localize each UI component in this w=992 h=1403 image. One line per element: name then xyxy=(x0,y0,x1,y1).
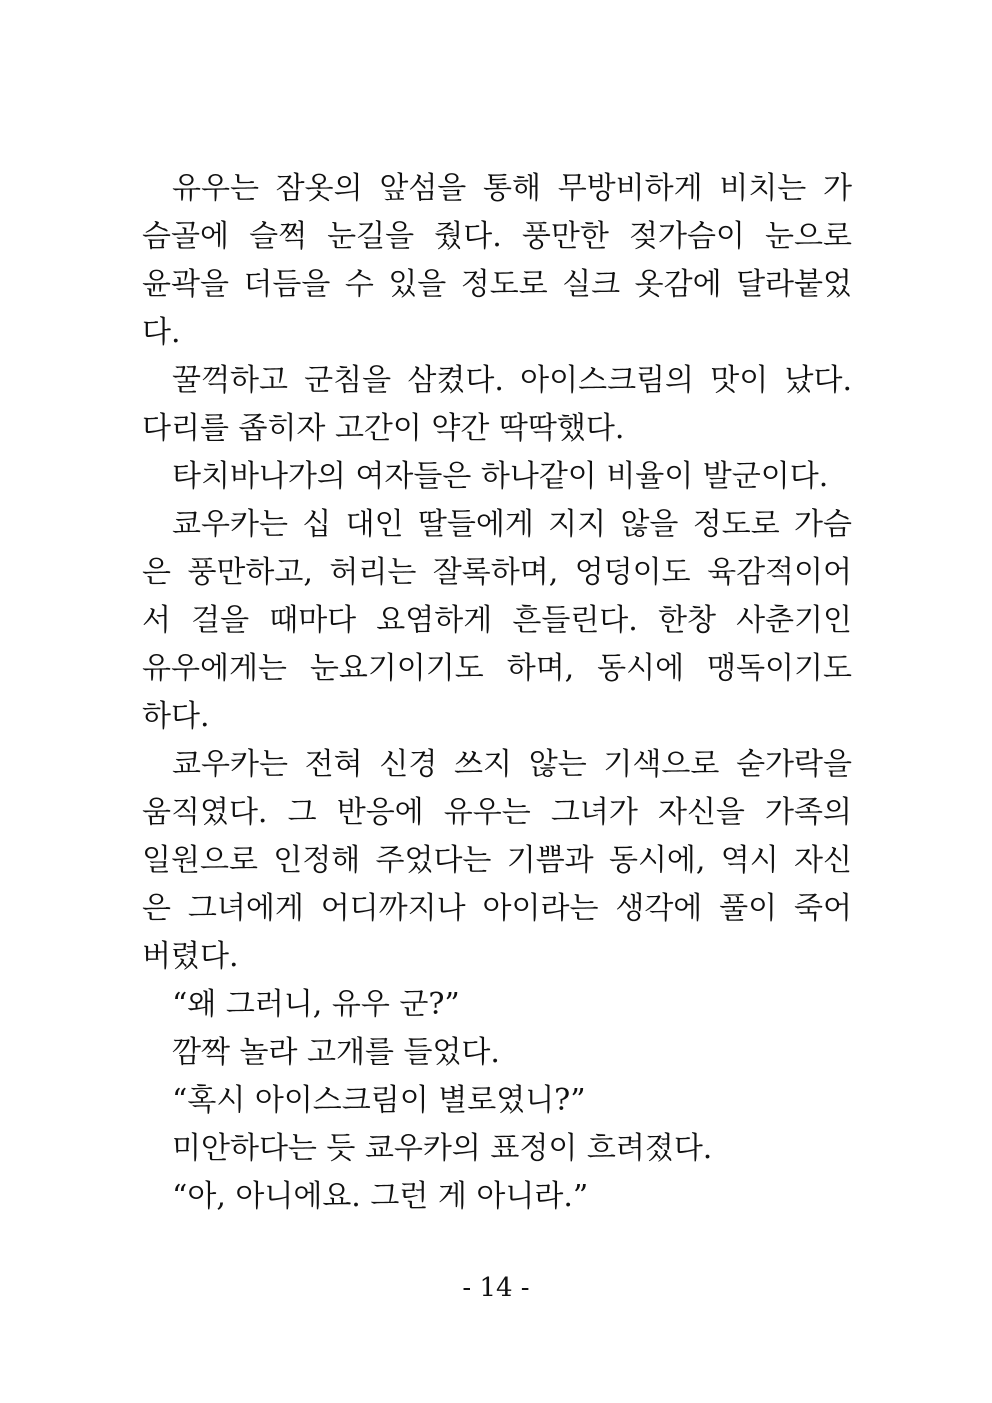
text-line: 서 걸을 때마다 요염하게 흔들린다. 한창 사춘기인 xyxy=(142,603,852,638)
body-text xyxy=(142,165,852,1221)
text-line: 유우에게는 눈요기이기도 하며, 동시에 맹독이기도 xyxy=(142,651,852,686)
text-line: 일원으로 인정해 주었다는 기쁨과 동시에, 역시 자신 xyxy=(142,843,852,878)
text-line: 미안하다는 듯 쿄우카의 표정이 흐려졌다. xyxy=(172,1131,713,1166)
text-line: “혹시 아이스크림이 별로였니?” xyxy=(172,1083,586,1118)
text-line: 다. xyxy=(142,315,181,350)
text-line: 슴골에 슬쩍 눈길을 줬다. 풍만한 젖가슴이 눈으로 xyxy=(142,219,852,254)
text-line: “왜 그러니, 유우 군?” xyxy=(172,987,460,1022)
text-line: 다리를 좁히자 고간이 약간 딱딱했다. xyxy=(142,411,625,446)
text-line: 움직였다. 그 반응에 유우는 그녀가 자신을 가족의 xyxy=(142,795,852,830)
text-line: 은 그녀에게 어디까지나 아이라는 생각에 풀이 죽어 xyxy=(142,891,852,926)
text-line: “아, 아니에요. 그런 게 아니라.” xyxy=(172,1179,589,1214)
text-line: 윤곽을 더듬을 수 있을 정도로 실크 옷감에 달라붙었 xyxy=(142,267,852,302)
text-line: 꿀꺽하고 군침을 삼켰다. 아이스크림의 맛이 났다. xyxy=(172,363,852,398)
text-line: 쿄우카는 십 대인 딸들에게 지지 않을 정도로 가슴 xyxy=(172,507,852,542)
text-line: 타치바나가의 여자들은 하나같이 비율이 발군이다. xyxy=(172,459,829,494)
text-line: 쿄우카는 전혀 신경 쓰지 않는 기색으로 숟가락을 xyxy=(172,747,852,782)
page-number: - 14 - xyxy=(462,1273,530,1303)
text-line: 버렸다. xyxy=(142,939,239,974)
text-line: 은 풍만하고, 허리는 잘록하며, 엉덩이도 육감적이어 xyxy=(142,555,852,590)
text-line: 하다. xyxy=(142,699,210,734)
text-line: 유우는 잠옷의 앞섬을 통해 무방비하게 비치는 가 xyxy=(172,171,852,206)
text-line: 깜짝 놀라 고개를 들었다. xyxy=(172,1035,500,1070)
